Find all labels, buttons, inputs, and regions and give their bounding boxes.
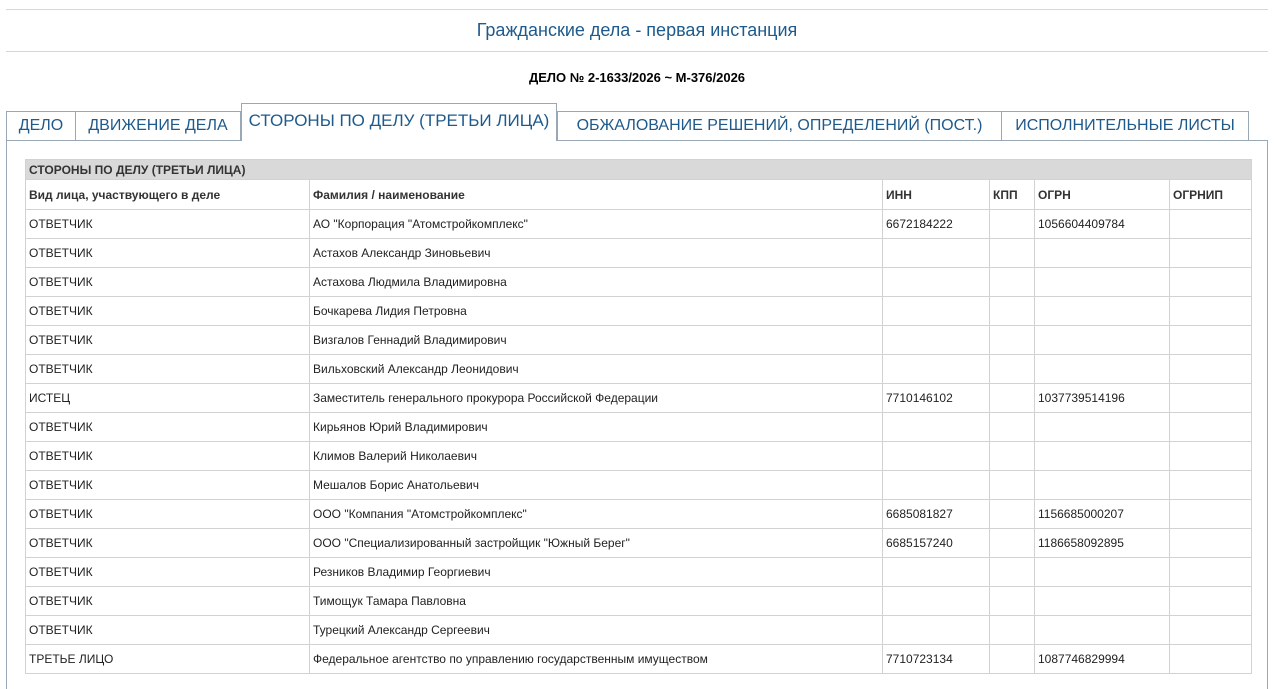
column-header-ogrn: ОГРН xyxy=(1035,180,1170,210)
party-type-cell: ОТВЕТЧИК xyxy=(26,297,310,326)
ogrnip-cell xyxy=(1170,297,1252,326)
ogrn-cell: 1037739514196 xyxy=(1035,384,1170,413)
inn-cell xyxy=(883,616,990,645)
inn-cell: 6685157240 xyxy=(883,529,990,558)
party-name-cell: Бочкарева Лидия Петровна xyxy=(310,297,883,326)
kpp-cell xyxy=(990,384,1035,413)
kpp-cell xyxy=(990,529,1035,558)
party-type-cell: ОТВЕТЧИК xyxy=(26,558,310,587)
column-header-kpp: КПП xyxy=(990,180,1035,210)
table-header-row xyxy=(26,180,1252,210)
inn-cell: 6672184222 xyxy=(883,210,990,239)
ogrn-cell: 1056604409784 xyxy=(1035,210,1170,239)
kpp-cell xyxy=(990,210,1035,239)
table-row xyxy=(26,442,1252,471)
table-caption: СТОРОНЫ ПО ДЕЛУ (ТРЕТЬИ ЛИЦА) xyxy=(26,160,1252,180)
party-name-cell: Мешалов Борис Анатольевич xyxy=(310,471,883,500)
ogrnip-cell xyxy=(1170,355,1252,384)
ogrnip-cell xyxy=(1170,558,1252,587)
table-row xyxy=(26,384,1252,413)
table-row xyxy=(26,210,1252,239)
table-row xyxy=(26,355,1252,384)
ogrn-cell xyxy=(1035,442,1170,471)
party-type-cell: ОТВЕТЧИК xyxy=(26,268,310,297)
ogrn-cell xyxy=(1035,587,1170,616)
ogrn-cell xyxy=(1035,326,1170,355)
inn-cell xyxy=(883,587,990,616)
ogrnip-cell xyxy=(1170,413,1252,442)
ogrn-cell xyxy=(1035,413,1170,442)
ogrn-cell: 1156685000207 xyxy=(1035,500,1170,529)
inn-cell xyxy=(883,355,990,384)
table-row xyxy=(26,239,1252,268)
party-name-cell: Астахов Александр Зиновьевич xyxy=(310,239,883,268)
party-name-cell: Вильховский Александр Леонидович xyxy=(310,355,883,384)
ogrn-cell xyxy=(1035,558,1170,587)
page-title: Гражданские дела - первая инстанция xyxy=(476,20,798,40)
tab-case[interactable]: ДЕЛО xyxy=(6,111,76,140)
kpp-cell xyxy=(990,500,1035,529)
party-type-cell: ОТВЕТЧИК xyxy=(26,413,310,442)
table-row xyxy=(26,268,1252,297)
inn-cell xyxy=(883,297,990,326)
ogrnip-cell xyxy=(1170,442,1252,471)
ogrnip-cell xyxy=(1170,384,1252,413)
table-row xyxy=(26,587,1252,616)
kpp-cell xyxy=(990,442,1035,471)
party-name-cell: ООО "Специализированный застройщик "Южный Берег" xyxy=(310,529,883,558)
inn-cell xyxy=(883,239,990,268)
inn-cell: 7710723134 xyxy=(883,645,990,674)
party-name-cell: Заместитель генерального прокурора Российской Федерации xyxy=(310,384,883,413)
party-type-cell: ОТВЕТЧИК xyxy=(26,587,310,616)
ogrnip-cell xyxy=(1170,268,1252,297)
kpp-cell xyxy=(990,558,1035,587)
tab-writs-of-execution[interactable]: ИСПОЛНИТЕЛЬНЫЕ ЛИСТЫ xyxy=(1001,111,1249,140)
kpp-cell xyxy=(990,587,1035,616)
table-row xyxy=(26,297,1252,326)
party-type-cell: ТРЕТЬЕ ЛИЦО xyxy=(26,645,310,674)
case-number: ДЕЛО № 2-1633/2026 ~ М-376/2026 xyxy=(528,70,746,85)
party-name-cell: Тимощук Тамара Павловна xyxy=(310,587,883,616)
kpp-cell xyxy=(990,471,1035,500)
inn-cell xyxy=(883,471,990,500)
table-row xyxy=(26,326,1252,355)
party-type-cell: ОТВЕТЧИК xyxy=(26,442,310,471)
kpp-cell xyxy=(990,326,1035,355)
ogrn-cell xyxy=(1035,355,1170,384)
kpp-cell xyxy=(990,355,1035,384)
ogrnip-cell xyxy=(1170,529,1252,558)
tab-panel xyxy=(6,140,1268,689)
inn-cell xyxy=(883,442,990,471)
page-header xyxy=(6,9,1268,52)
tab-case-movement[interactable]: ДВИЖЕНИЕ ДЕЛА xyxy=(75,111,241,140)
ogrnip-cell xyxy=(1170,500,1252,529)
party-type-cell: ОТВЕТЧИК xyxy=(26,326,310,355)
party-type-cell: ОТВЕТЧИК xyxy=(26,239,310,268)
tab-parties[interactable]: СТОРОНЫ ПО ДЕЛУ (ТРЕТЬИ ЛИЦА) xyxy=(241,103,557,141)
ogrn-cell xyxy=(1035,471,1170,500)
party-type-cell: ОТВЕТЧИК xyxy=(26,355,310,384)
column-header-party-type: Вид лица, участвующего в деле xyxy=(26,180,310,210)
ogrnip-cell xyxy=(1170,587,1252,616)
parties-table xyxy=(25,159,1252,674)
table-row xyxy=(26,413,1252,442)
party-type-cell: ОТВЕТЧИК xyxy=(26,210,310,239)
ogrnip-cell xyxy=(1170,471,1252,500)
ogrnip-cell xyxy=(1170,645,1252,674)
ogrn-cell xyxy=(1035,297,1170,326)
party-name-cell: АО "Корпорация "Атомстройкомплекс" xyxy=(310,210,883,239)
party-type-cell: ОТВЕТЧИК xyxy=(26,471,310,500)
column-header-ogrnip: ОГРНИП xyxy=(1170,180,1252,210)
party-name-cell: ООО "Компания "Атомстройкомплекс" xyxy=(310,500,883,529)
party-type-cell: ОТВЕТЧИК xyxy=(26,500,310,529)
party-name-cell: Федеральное агентство по управлению государственным имуществом xyxy=(310,645,883,674)
kpp-cell xyxy=(990,413,1035,442)
inn-cell xyxy=(883,558,990,587)
party-name-cell: Астахова Людмила Владимировна xyxy=(310,268,883,297)
party-name-cell: Резников Владимир Георгиевич xyxy=(310,558,883,587)
ogrn-cell xyxy=(1035,268,1170,297)
party-name-cell: Визгалов Геннадий Владимирович xyxy=(310,326,883,355)
inn-cell xyxy=(883,326,990,355)
kpp-cell xyxy=(990,268,1035,297)
ogrn-cell: 1087746829994 xyxy=(1035,645,1170,674)
kpp-cell xyxy=(990,616,1035,645)
ogrnip-cell xyxy=(1170,239,1252,268)
kpp-cell xyxy=(990,239,1035,268)
table-row xyxy=(26,529,1252,558)
party-name-cell: Климов Валерий Николаевич xyxy=(310,442,883,471)
table-body xyxy=(26,210,1252,674)
table-row xyxy=(26,471,1252,500)
party-type-cell: ИСТЕЦ xyxy=(26,384,310,413)
ogrnip-cell xyxy=(1170,616,1252,645)
table-row xyxy=(26,645,1252,674)
ogrn-cell xyxy=(1035,239,1170,268)
ogrnip-cell xyxy=(1170,326,1252,355)
table-row xyxy=(26,558,1252,587)
tab-appeals[interactable]: ОБЖАЛОВАНИЕ РЕШЕНИЙ, ОПРЕДЕЛЕНИЙ (ПОСТ.) xyxy=(557,111,1002,140)
column-header-name: Фамилия / наименование xyxy=(310,180,883,210)
inn-cell xyxy=(883,268,990,297)
party-type-cell: ОТВЕТЧИК xyxy=(26,616,310,645)
ogrn-cell: 1186658092895 xyxy=(1035,529,1170,558)
table-row xyxy=(26,500,1252,529)
inn-cell: 6685081827 xyxy=(883,500,990,529)
inn-cell: 7710146102 xyxy=(883,384,990,413)
ogrn-cell xyxy=(1035,616,1170,645)
table-caption-row xyxy=(26,160,1252,180)
party-name-cell: Кирьянов Юрий Владимирович xyxy=(310,413,883,442)
inn-cell xyxy=(883,413,990,442)
kpp-cell xyxy=(990,645,1035,674)
table-row xyxy=(26,616,1252,645)
party-name-cell: Турецкий Александр Сергеевич xyxy=(310,616,883,645)
party-type-cell: ОТВЕТЧИК xyxy=(26,529,310,558)
column-header-inn: ИНН xyxy=(883,180,990,210)
ogrnip-cell xyxy=(1170,210,1252,239)
kpp-cell xyxy=(990,297,1035,326)
